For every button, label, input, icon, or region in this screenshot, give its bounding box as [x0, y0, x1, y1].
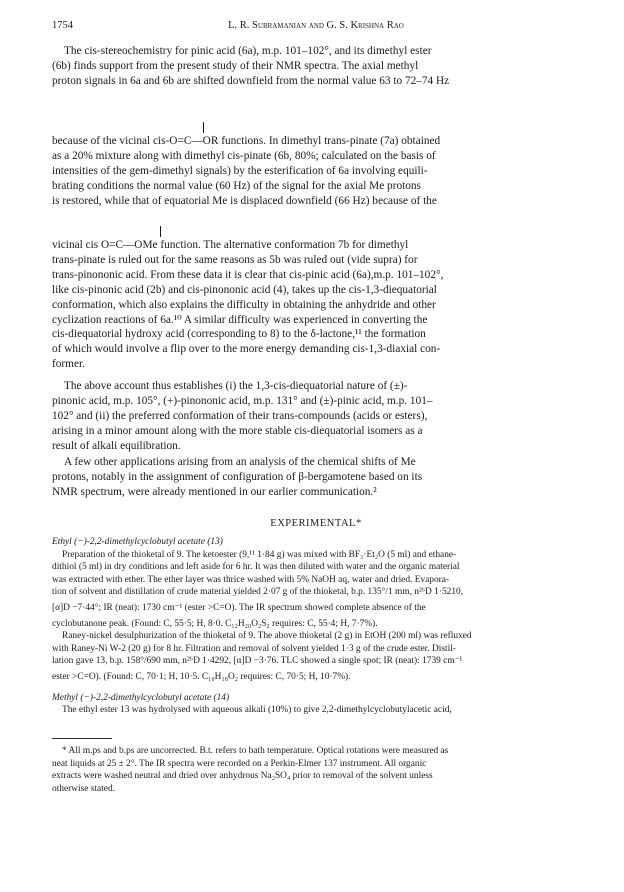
paragraph-applications — [52, 455, 580, 500]
text-line: [α]D −7·44°; IR (neat): 1730 cm⁻¹ (ester >C=O). The IR spectrum showed complete absence of the — [52, 602, 426, 613]
bond-stroke — [160, 226, 161, 237]
running-header — [52, 20, 580, 34]
subheading: Methyl (−)-2,2-dimethylcyclobutyl acetate (14) — [52, 692, 230, 703]
text-line: dithiol (5 ml) in dry conditions and left aside for 6 hr. It was then diluted with water and the organic material — [52, 562, 460, 573]
paragraph-account — [52, 379, 580, 454]
text-line: trans-pinate is ruled out for the same reasons as 5b was ruled out (vide supra) for — [52, 253, 418, 266]
text-line: NMR spectrum, were already mentioned in our earlier communication.² — [52, 485, 377, 498]
footnote — [52, 745, 580, 795]
text-line: as a 20% mixture along with dimethyl cis-pinate (6b, 80%; calculated on the basis of — [52, 149, 436, 162]
text-line: cyclobutanone peak. (Found: C, 55·5; H, 8·0. C₁₂H₂₀O₂S₂ requires: C, 55·4; H, 7·7%). — [52, 618, 378, 629]
section-title: EXPERIMENTAL* — [270, 518, 362, 529]
text-line: arising in a minor amount along with the more stable cis-diequatorial isomers as a — [52, 424, 423, 437]
text-line: conformation, which also explains the difficulty in obtaining the anhydride and other — [52, 298, 436, 311]
text-line: 102° and (ii) the preferred conformation of their trans-compounds (acids or esters), — [52, 409, 428, 422]
text-line: intensities of the gem-dimethyl signals) by the esterification of 6a involving equili- — [52, 164, 428, 177]
experimental-section — [52, 536, 580, 717]
text-line: former. — [52, 358, 85, 371]
text-line: pinonic acid, m.p. 105°, (+)-pinononic acid, m.p. 131° and (±)-pinic acid, m.p. 101– — [52, 394, 433, 407]
text-line: because of the vicinal cis-O=C—OR functions. In dimethyl trans-pinate (7a) obtained — [52, 135, 441, 147]
paragraph-trans-pinate — [52, 134, 580, 209]
text-line: trans-pinononic acid. From these data it is clear that cis-pinic acid (6a),m.p. 101–102°, — [52, 268, 444, 281]
text-line: neat liquids at 25 ± 2°. The IR spectra were recorded on a Perkin-Elmer 137 instrument. All organic — [52, 758, 427, 769]
bond-stroke — [203, 122, 204, 133]
text-line: The above account thus establishes (i) the 1,3-cis-diequatorial nature of (±)- — [64, 380, 408, 392]
paragraph-alternative-conformation — [52, 238, 580, 372]
text-line: Preparation of the thioketal of 9. The ketoester (9,¹¹ 1·84 g) was mixed with BF₃·Et₂O (5 ml) and ethane- — [62, 549, 457, 560]
text-line: tion of solvent and distillation of crude material yielded 2·07 g of the thioketal, b.p. 135°/1 mm, n²⁶D 1·5210, — [52, 587, 464, 598]
text-line: of which would involve a flip over to the more energy demanding cis-1,3-diaxial con- — [52, 343, 441, 356]
text-line: result of alkali equilibration. — [52, 439, 181, 452]
text-line: otherwise stated. — [52, 783, 116, 794]
text-line: like cis-pinonic acid (2b) and cis-pinononic acid (4), takes up the cis-1,3-diequatorial — [52, 283, 437, 296]
text-line: The cis-stereochemistry for pinic acid (6a), m.p. 101–102°, and its dimethyl ester — [64, 45, 432, 57]
subheading: Ethyl (−)-2,2-dimethylcyclobutyl acetate (13) — [52, 537, 223, 547]
text-line: proton signals in 6a and 6b are shifted downfield from the normal value 63 to 72–74 Hz — [52, 74, 450, 87]
text-line: vicinal cis O=C—OMe function. The alternative conformation 7b for dimethyl — [52, 239, 409, 251]
footnote-divider — [52, 738, 112, 739]
running-head: L. R. Subramanian and G. S. Krishna Rao — [228, 20, 404, 31]
text-line: (6b) finds support from the present study of their NMR spectra. The axial methyl — [52, 59, 419, 72]
text-line: Raney-nickel desulphurization of the thioketal of 9. The above thioketal (2 g) in EtOH (200 ml) was refluxed — [62, 631, 472, 642]
text-line: cyclization reactions of 6a.¹⁰ A similar difficulty was experienced in converting the — [52, 313, 428, 326]
text-line: brating conditions the normal value (60 Hz) of the signal for the axial Me protons — [52, 179, 421, 192]
text-line: * All m.ps and b.ps are uncorrected. B.t. refers to bath temperature. Optical rotations were measured as — [62, 746, 449, 756]
text-line: ester >C=O). (Found: C, 70·1; H, 10·5. C₁₀H₁₈O₂ requires: C, 70·5; H, 10·7%). — [52, 671, 351, 682]
text-line: cis-diequatorial hydroxy acid (corresponding to 8) to the δ-lactone,¹¹ the formation — [52, 328, 426, 341]
text-line: extracts were washed neutral and dried over anhydrous Na₂SO₄ prior to removal of the solvent unless — [52, 771, 433, 782]
text-line: protons, notably in the assignment of configuration of β-bergamotene based on its — [52, 470, 423, 483]
text-line: with Raney-Ni W-2 (20 g) for 8 hr. Filtration and removal of solvent yielded 1·3 g of the crude ester. Distil- — [52, 643, 456, 654]
paragraph-cis-stereochemistry — [52, 44, 580, 89]
text-line: was extracted with ether. The ether layer was thrice washed with 5% NaOH aq, water and dried. Evapora- — [52, 574, 450, 585]
page-number: 1754 — [52, 20, 73, 31]
text-line: A few other applications arising from an analysis of the chemical shifts of Me — [64, 456, 416, 468]
text-line: lation gave 13, b.p. 158°/690 mm, n²⁶D 1·4292, [α]D −3·76. TLC showed a single spot; IR (neat): 1739 cm⁻¹ — [52, 656, 463, 667]
text-line: The ethyl ester 13 was hydrolysed with aqueous alkali (10%) to give 2,2-dimethylcyclobutylacetic acid, — [62, 705, 452, 716]
text-line: is restored, while that of equatorial Me is displaced downfield (66 Hz) because of the — [52, 194, 437, 207]
